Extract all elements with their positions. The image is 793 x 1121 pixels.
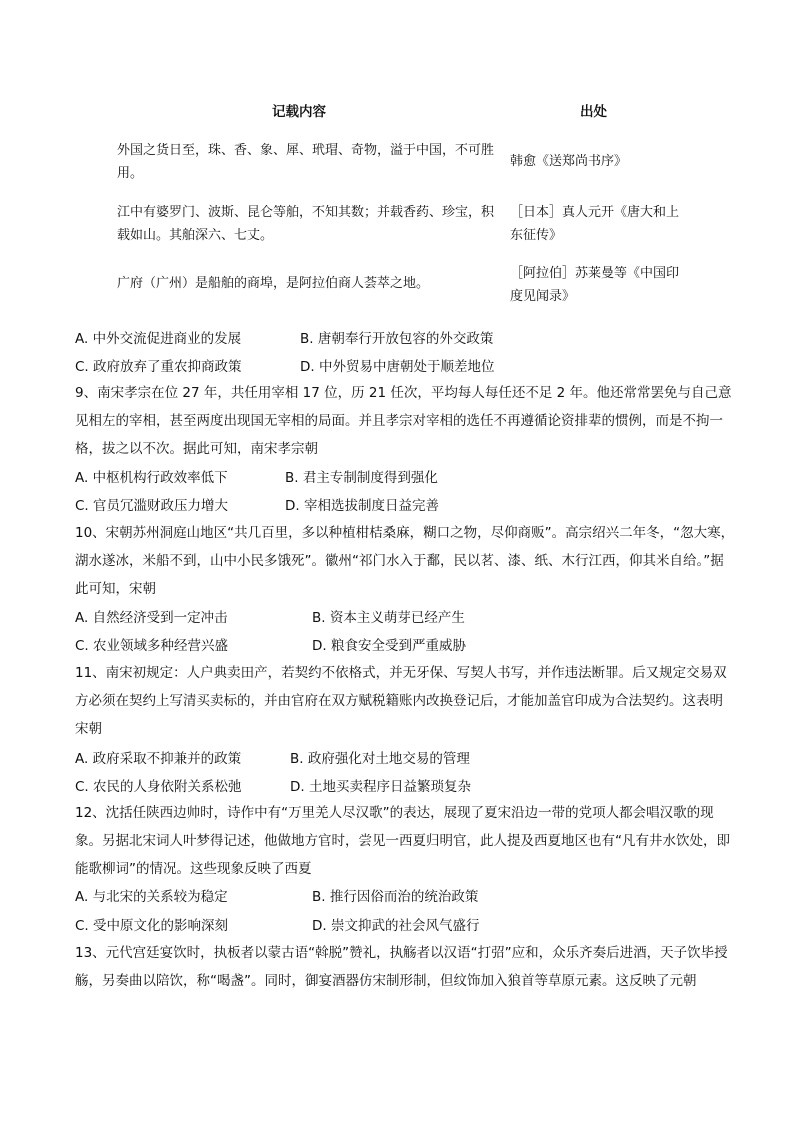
table-row-3-source: ［阿拉伯］苏莱曼等《中国印度见闻录》 — [510, 266, 680, 304]
q8-option-d: D. 中外贸易中唐朝处于顺差地位 — [300, 359, 495, 375]
q12-option-d: D. 崇文抑武的社会风气盛行 — [312, 918, 480, 934]
q10-option-a: A. 自然经济受到一定冲击 — [75, 610, 228, 626]
q11-option-b: B. 政府强化对土地交易的管理 — [290, 751, 470, 767]
q12-option-b: B. 推行因俗而治的统治政策 — [312, 889, 479, 905]
q10-option-d: D. 粮食安全受到严重威胁 — [312, 638, 466, 654]
q8-option-b: B. 唐朝奉行开放包容的外交政策 — [300, 331, 494, 347]
q10-stem: 10、宋朝苏州洞庭山地区“共几百里，多以种植柑桔桑麻，糊口之物，尽仰商贩”。高宗绍兴二年冬，“忽大寒，湖水遂冰，米船不到，山中小民多饿死”。徽州“祁门水入于鄱，民以茗、漆、纸、木行江西，仰其米自给。”据此可知，宋朝 — [75, 525, 735, 597]
q11-option-c: C. 农民的人身依附关系松弛 — [75, 779, 242, 795]
q11-option-a: A. 政府采取不抑兼并的政策 — [75, 751, 242, 767]
q9-option-d: D. 宰相选拔制度日益完善 — [285, 498, 439, 514]
q11-stem: 11、南宋初规定：人户典卖田产，若契约不依格式，并无牙保、写契人书写，并作违法断罪。后又规定交易双方必须在契约上写清买卖标的，并由官府在双方赋税籍账内改换登记后，才能加盖官印成为合法契约。这表明宋朝 — [75, 665, 727, 737]
table-row-1-content: 外国之货日至，珠、香、象、犀、玳瑁、奇物，溢于中国，不可胜用。 — [117, 143, 495, 181]
table-row-2-content: 江中有婆罗门、波斯、昆仑等舶，不知其数；并载香药、珍宝，积载如山。其舶深六、七丈。 — [117, 205, 495, 243]
q12-option-c: C. 受中原文化的影响深刻 — [75, 918, 229, 934]
q12-option-a: A. 与北宋的关系较为稳定 — [75, 889, 228, 905]
q9-stem: 9、南宋孝宗在位 27 年，共任用宰相 17 位，历 21 任次，平均每人每任还不足 2 年。他还常常罢免与自己意见相左的宰相，甚至两度出现国无宰相的局面。并且孝宗对宰相的选任不再遵循论资排辈的惯例，而是不拘一格，拔之以不次。据此可知，南宋孝宗朝 — [75, 385, 732, 457]
q8-option-a: A. 中外交流促进商业的发展 — [75, 331, 242, 347]
table-row-2-source: ［日本］真人元开《唐大和上东征传》 — [510, 205, 680, 243]
table-row-1-source: 韩愈《送郑尚书序》 — [510, 154, 628, 169]
q13-stem: 13、元代宫廷宴饮时，执板者以蒙古语“斡脱”赞礼，执觞者以汉语“打弨”应和，众乐齐奏后进酒，天子饮毕授觞，另奏曲以陪饮，称“喝盏”。同时，御宴酒器仿宋制形制，但纹饰加入狼首等草原元素。这反映了元朝 — [75, 945, 728, 989]
table-header-source: 出处 — [580, 104, 607, 120]
q9-option-a: A. 中枢机构行政效率低下 — [75, 470, 228, 486]
table-row-3-content: 广府（广州）是船舶的商埠，是阿拉伯商人荟萃之地。 — [117, 276, 430, 291]
q9-option-b: B. 君主专制制度得到强化 — [285, 470, 438, 486]
q10-option-b: B. 资本主义萌芽已经产生 — [312, 610, 465, 626]
q9-option-c: C. 官员冗滥财政压力增大 — [75, 498, 229, 514]
q8-option-c: C. 政府放弃了重农抑商政策 — [75, 359, 242, 375]
table-header-content: 记载内容 — [272, 104, 326, 120]
q12-stem: 12、沈括任陕西边帅时，诗作中有“万里羌人尽汉歌”的表达，展现了夏宋沿边一带的党项人都会唱汉歌的现象。另据北宋词人叶梦得记述，他做地方官时，尝见一西夏归明官，此人提及西夏地区也有“凡有井水饮处，即能歌柳词”的情况。这些现象反映了西夏 — [75, 805, 730, 877]
q11-option-d: D. 土地买卖程序日益繁琐复杂 — [290, 779, 471, 795]
q10-option-c: C. 农业领域多种经营兴盛 — [75, 638, 229, 654]
